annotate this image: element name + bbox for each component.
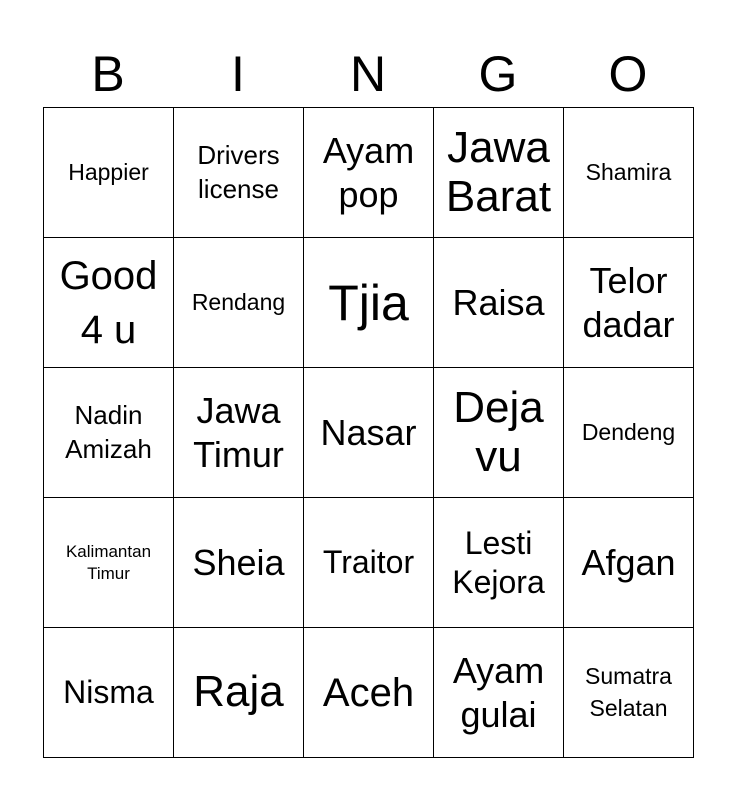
cell-label: Sumatra Selatan (585, 663, 672, 721)
bingo-cell[interactable] (174, 628, 304, 758)
bingo-cell[interactable] (174, 238, 304, 368)
bingo-board (43, 107, 694, 758)
header-letter-i: I (231, 46, 245, 102)
cell-label: Traitor (322, 544, 415, 581)
cell-label: Good 4 u (59, 253, 158, 352)
cell-label: Happier (68, 158, 149, 185)
bingo-cell[interactable] (434, 368, 564, 498)
cell-label: Aceh (322, 670, 415, 715)
bingo-cell[interactable] (304, 498, 434, 628)
cell-label: Ayam pop (322, 130, 415, 215)
bingo-cell[interactable] (564, 238, 694, 368)
cell-label: Rendang (191, 288, 286, 315)
bingo-cell[interactable] (564, 628, 694, 758)
cell-label: Shamira (585, 158, 672, 185)
cell-label: Drivers license (197, 139, 280, 204)
bingo-cell[interactable] (564, 108, 694, 238)
cell-label: Jawa Barat (445, 123, 552, 221)
cell-label: Tjia (328, 274, 409, 331)
header-letter-b: B (91, 46, 125, 102)
cell-label: Ayam gulai (452, 650, 545, 735)
header-letter-n: N (349, 46, 387, 102)
cell-label: Nisma (63, 674, 154, 711)
cell-label: Nasar (320, 411, 417, 453)
bingo-cell[interactable] (434, 238, 564, 368)
bingo-cell[interactable] (304, 368, 434, 498)
bingo-cell[interactable] (304, 108, 434, 238)
bingo-header (43, 40, 693, 108)
cell-label: Raja (193, 667, 284, 717)
bingo-cell[interactable] (434, 108, 564, 238)
bingo-cell[interactable] (174, 108, 304, 238)
bingo-cell[interactable] (44, 108, 174, 238)
cell-label: Lesti Kejora (452, 525, 545, 600)
cell-label: Afgan (581, 541, 676, 583)
cell-label: Dendeng (581, 418, 676, 445)
bingo-cell[interactable] (174, 368, 304, 498)
cell-label: Deja vu (453, 383, 544, 481)
cell-label: Sheia (192, 541, 285, 583)
bingo-cell[interactable] (564, 498, 694, 628)
bingo-cell[interactable] (434, 628, 564, 758)
cell-label: Telor dadar (582, 260, 675, 345)
cell-label: Raisa (452, 281, 545, 323)
header-letter-o: O (608, 46, 648, 102)
bingo-cell[interactable] (564, 368, 694, 498)
bingo-cell[interactable] (304, 238, 434, 368)
header-letter-g: G (478, 46, 518, 102)
bingo-cell[interactable] (434, 498, 564, 628)
bingo-cell[interactable] (44, 498, 174, 628)
bingo-cell[interactable] (304, 628, 434, 758)
cell-label: Kalimantan Timur (65, 542, 152, 583)
bingo-cell[interactable] (174, 498, 304, 628)
bingo-cell[interactable] (44, 368, 174, 498)
bingo-cell[interactable] (44, 628, 174, 758)
cell-label: Jawa Timur (193, 390, 284, 475)
bingo-cell[interactable] (44, 238, 174, 368)
cell-label: Nadin Amizah (65, 399, 152, 464)
